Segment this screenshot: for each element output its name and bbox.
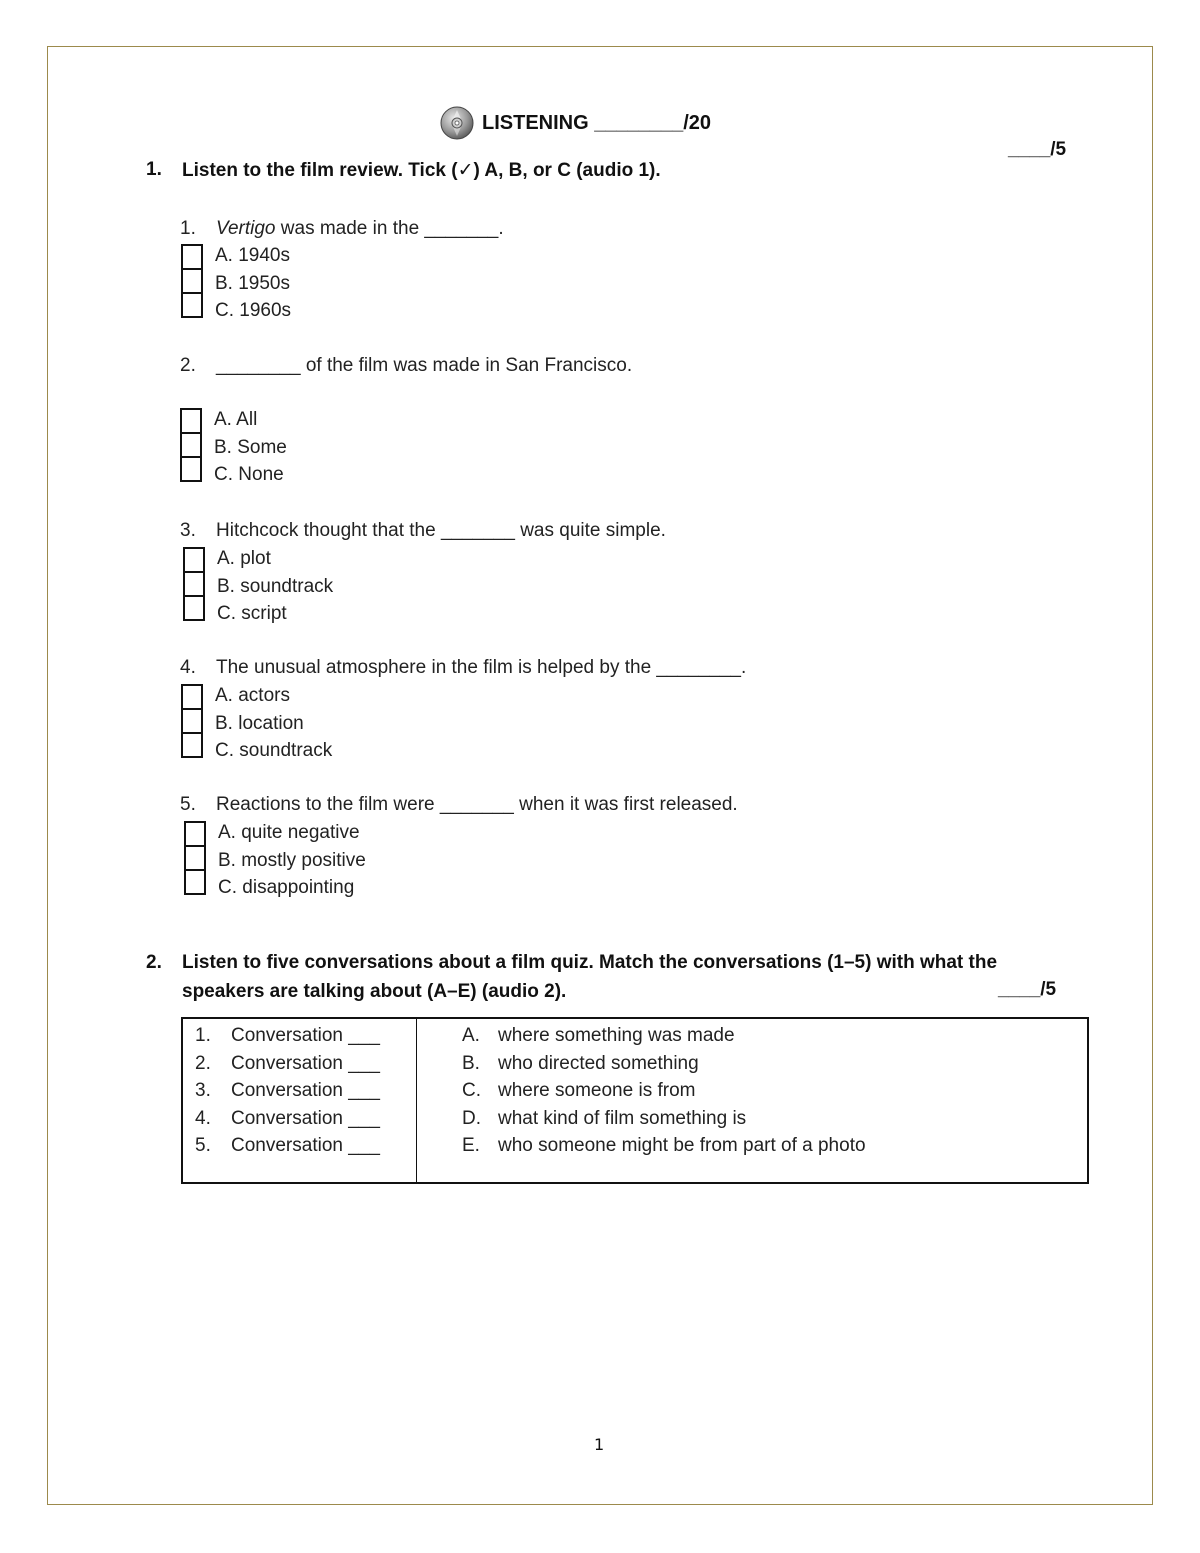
tick-box-a[interactable] [184, 821, 206, 847]
tick-box-a[interactable] [183, 547, 205, 573]
answer-letter: C. [462, 1080, 481, 1101]
answer-column [417, 1019, 1087, 1182]
question-number: 3. [180, 520, 196, 541]
question-text: Reactions to the film were _______ when it was first released. [216, 794, 738, 815]
question-text: Hitchcock thought that the _______ was quite simple. [216, 520, 666, 541]
option-c: C. disappointing [218, 877, 355, 898]
conversation-row [195, 1050, 416, 1078]
answer-letter: E. [462, 1135, 480, 1156]
tick-box-b[interactable] [180, 432, 202, 458]
conversation-label[interactable]: Conversation ___ [231, 1107, 380, 1129]
option-b: B. Some [214, 436, 287, 458]
row-number: 4. [195, 1107, 211, 1129]
question-3-options [183, 545, 333, 628]
section2-score: ____/5 [998, 979, 1057, 1000]
section-title [440, 106, 711, 140]
section2-heading [146, 948, 1026, 1006]
option-c: C. 1960s [215, 300, 292, 321]
tick-box-a[interactable] [180, 408, 202, 434]
answer-row [462, 1022, 1087, 1050]
option-c: C. soundtrack [215, 740, 333, 761]
answer-row [462, 1132, 1087, 1160]
section2-number: 2. [146, 952, 162, 973]
conversation-label[interactable]: Conversation ___ [231, 1052, 380, 1074]
conversation-label[interactable]: Conversation ___ [231, 1080, 380, 1101]
tick-box-b[interactable] [181, 268, 203, 294]
conversation-column [183, 1019, 417, 1182]
row-number: 3. [195, 1080, 211, 1101]
section1-heading [146, 159, 661, 182]
row-number: 2. [195, 1052, 211, 1074]
option-a: A. All [214, 409, 258, 430]
option-b: B. 1950s [215, 272, 290, 294]
answer-letter: D. [462, 1107, 481, 1129]
question-3 [180, 520, 666, 542]
conversation-label[interactable]: Conversation ___ [231, 1025, 380, 1046]
row-number: 5. [195, 1135, 211, 1156]
answer-letter: B. [462, 1052, 480, 1074]
answer-row [462, 1050, 1087, 1078]
question-5 [180, 794, 738, 816]
tick-box-b[interactable] [181, 708, 203, 734]
tick-box-c[interactable] [183, 595, 205, 621]
section1-number: 1. [146, 159, 162, 180]
conversation-label[interactable]: Conversation ___ [231, 1135, 380, 1156]
answer-text: where someone is from [498, 1080, 696, 1101]
option-a: A. actors [215, 685, 290, 706]
row-number: 1. [195, 1025, 211, 1046]
conversation-row [195, 1132, 416, 1160]
cd-disc-icon [440, 106, 474, 140]
tick-box-b[interactable] [184, 845, 206, 871]
film-title: Vertigo [216, 218, 276, 239]
option-b: B. soundtrack [217, 575, 334, 597]
section1-score: ____/5 [1008, 139, 1067, 160]
question-text: ________ of the film was made in San Francisco. [216, 355, 633, 376]
question-text: The unusual atmosphere in the film is helped by the ________. [216, 657, 747, 678]
option-b: B. mostly positive [218, 849, 366, 871]
answer-text: where something was made [498, 1025, 735, 1046]
option-c: C. script [217, 603, 287, 624]
answer-letter: A. [462, 1025, 480, 1046]
option-a: A. plot [217, 548, 271, 569]
option-a: A. quite negative [218, 822, 360, 843]
tick-box-b[interactable] [183, 571, 205, 597]
tick-box-a[interactable] [181, 244, 203, 270]
page-number: 1 [594, 1435, 605, 1454]
tick-box-c[interactable] [184, 869, 206, 895]
option-b: B. location [215, 712, 304, 734]
answer-text: who someone might be from part of a photo [498, 1135, 866, 1156]
answer-row [462, 1077, 1087, 1105]
question-1-options [181, 242, 291, 325]
tick-box-c[interactable] [180, 456, 202, 482]
option-a: A. 1940s [215, 245, 290, 266]
conversation-row [195, 1077, 416, 1105]
question-number: 4. [180, 657, 196, 678]
question-2-options [180, 406, 287, 489]
tick-box-a[interactable] [181, 684, 203, 710]
matching-table [181, 1017, 1089, 1184]
question-4-options [181, 682, 332, 765]
question-number: 2. [180, 355, 196, 376]
question-2 [180, 355, 632, 377]
question-text: was made in the _______. [275, 218, 504, 239]
conversation-row [195, 1022, 416, 1050]
tick-box-c[interactable] [181, 292, 203, 318]
section2-instruction: Listen to five conversations about a film quiz. Match the conversations (1–5) with what the speakers are talking about (A–E) (audio 2). [182, 952, 998, 1002]
tick-box-c[interactable] [181, 732, 203, 758]
option-c: C. None [214, 464, 284, 485]
question-number: 5. [180, 794, 196, 815]
conversation-row [195, 1105, 416, 1133]
answer-text: who directed something [498, 1052, 699, 1074]
answer-text: what kind of film something is [498, 1107, 747, 1129]
answer-row [462, 1105, 1087, 1133]
question-4 [180, 657, 746, 679]
title-text: LISTENING ________/20 [482, 111, 712, 134]
question-5-options [184, 819, 366, 902]
question-1 [180, 218, 504, 240]
section1-instruction: Listen to the film review. Tick (✓) A, B, or C (audio 1). [182, 160, 661, 181]
question-number: 1. [180, 218, 196, 239]
